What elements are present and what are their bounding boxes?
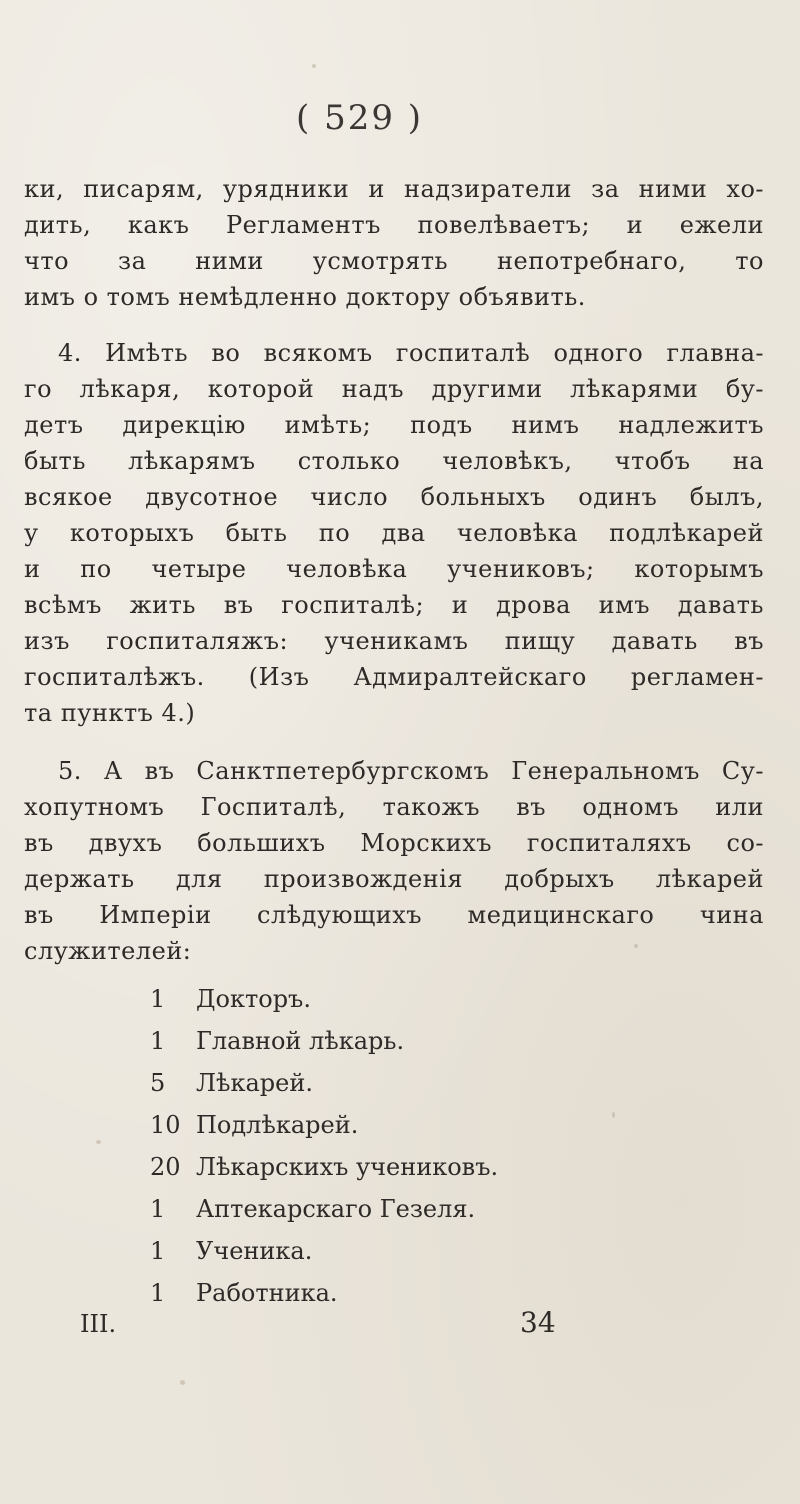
text-line: госпиталѣжъ. (Изъ Адмиралтейскаго регламен- — [24, 663, 764, 691]
staff-title: Докторъ. — [196, 985, 311, 1013]
staff-count: 20 — [150, 1153, 181, 1181]
text-line: дить, какъ Регламентъ повелѣваетъ; и ежели — [24, 211, 764, 239]
staff-title: Работника. — [196, 1279, 338, 1307]
staff-count: 1 — [150, 1279, 166, 1307]
staff-count: 1 — [150, 985, 166, 1013]
paper-speck — [96, 1140, 101, 1144]
text-line: въ Имперіи слѣдующихъ медицинскаго чина — [24, 901, 764, 929]
list-item — [150, 1236, 312, 1266]
page-number: ( 529 ) — [296, 98, 424, 138]
paper-speck — [612, 1112, 615, 1118]
text-line: быть лѣкарямъ столько человѣкъ, чтобъ на — [24, 447, 764, 475]
staff-count: 5 — [150, 1069, 166, 1097]
paper-speck — [180, 1380, 185, 1385]
text-line: ки, писарям, урядники и надзиратели за ними хо- — [24, 175, 764, 203]
text-line: и по четыре человѣка учениковъ; которымъ — [24, 555, 764, 583]
list-item — [150, 1278, 338, 1308]
paper-speck — [634, 944, 638, 948]
text-line: у которыхъ быть по два человѣка подлѣкарей — [24, 519, 764, 547]
staff-title: Аптекарскаго Гезеля. — [196, 1195, 476, 1223]
list-item — [150, 1068, 313, 1098]
staff-count: 1 — [150, 1195, 166, 1223]
text-line: хопутномъ Госпиталѣ, такожъ въ одномъ или — [24, 793, 764, 821]
text-line: го лѣкаря, которой надъ другими лѣкарями бу- — [24, 375, 764, 403]
staff-count: 10 — [150, 1111, 181, 1139]
paper-speck — [312, 64, 316, 68]
text-line: держать для произвожденія добрыхъ лѣкарей — [24, 865, 764, 893]
list-item — [150, 984, 311, 1014]
text-line: та пунктъ 4.) — [24, 699, 196, 727]
catchword: III. — [80, 1310, 117, 1338]
paragraph-4-start: 4. Имѣть во всякомъ госпиталѣ одного главна- — [58, 339, 764, 367]
staff-title: Лѣкарскихъ учениковъ. — [196, 1153, 499, 1181]
text-line: всѣмъ жить въ госпиталѣ; и дрова имъ давать — [24, 591, 764, 619]
text-line: изъ госпиталяжъ: ученикамъ пищу давать въ — [24, 627, 764, 655]
text-line: что за ними усмотрять непотребнаго, то — [24, 247, 764, 275]
staff-title: Лѣкарей. — [196, 1069, 313, 1097]
list-item — [150, 1194, 475, 1224]
list-item — [150, 1026, 404, 1056]
text-line: имъ о томъ немѣдленно доктору объявить. — [24, 283, 586, 311]
staff-title: Главной лѣкарь. — [196, 1027, 405, 1055]
staff-count: 1 — [150, 1237, 166, 1265]
signature-mark: 34 — [520, 1306, 556, 1339]
staff-title: Ученика. — [196, 1237, 313, 1265]
list-item — [150, 1110, 358, 1140]
text-line: всякое двусотное число больныхъ одинъ былъ, — [24, 483, 764, 511]
staff-count: 1 — [150, 1027, 166, 1055]
paragraph-5-start: 5. А въ Санктпетербургскомъ Генеральномъ Су- — [58, 757, 764, 785]
text-line: служителей: — [24, 937, 192, 965]
list-item — [150, 1152, 498, 1182]
staff-title: Подлѣкарей. — [196, 1111, 359, 1139]
text-line: детъ дирекцію имѣть; подъ нимъ надлежитъ — [24, 411, 764, 439]
text-line: въ двухъ большихъ Морскихъ госпиталяхъ со- — [24, 829, 764, 857]
